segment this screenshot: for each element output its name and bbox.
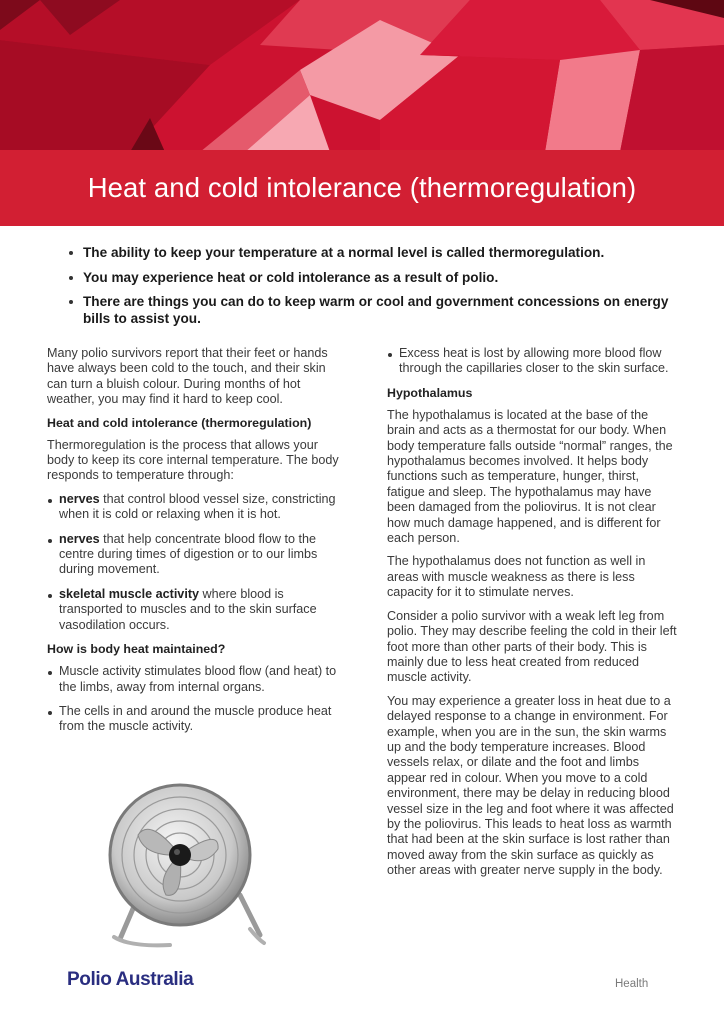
category-tag: Health (615, 978, 649, 990)
list-item (47, 492, 339, 523)
right-column (387, 346, 679, 887)
heat-loss-paragraph: You may experience a greater loss in heat due to a delayed response to a change in environment. For example, when you are in the sun, the skin warms up and the body temperature increases. Blood vessels relax, or dilate and the foot and limbs appear red in colour. When you move to a cold environment, there may be delay in reducing blood vessel size in the leg and foot where it was affected by the poliovirus. This leads to heat loss as warmth that had been at the skin surface is lost rather than moved away from the skin surface as quickly as other areas with greater nerve supply in the body. (387, 693, 674, 878)
list-item (47, 532, 339, 578)
hypothalamus-paragraph-2: The hypothalamus does not function as well in areas with muscle weakness as there is less capacity for it to stimulate nerves. (387, 554, 646, 600)
polio-australia-logo: Polio Australia (67, 969, 194, 990)
section-heading-hypothalamus: Hypothalamus (387, 385, 473, 400)
hypothalamus-paragraph-1: The hypothalamus is located at the base of the brain and acts as a thermostat for our body. When body temperature falls outside “normal” ranges, the hypothalamus becomes involved. It helps body functions such as temperature, hunger, thirst, fatigue and sleep. The hypothalamus may have been damaged from the poliovirus. It is not clear how much damage happened, and is different for each person. (387, 407, 673, 546)
heat-list (47, 664, 339, 735)
heat-loss-list (387, 346, 679, 377)
fan-illustration (100, 777, 278, 955)
banner-graphic (0, 0, 724, 152)
term: skeletal muscle activity (59, 586, 200, 601)
page-title: Heat and cold intolerance (thermoregulation) (87, 172, 637, 203)
term-description: that help concentrate blood flow to the centre during times of digestion or to our limbs during movement. (59, 531, 318, 577)
key-point: You may experience heat or cold intolerance as a result of polio. (66, 269, 676, 286)
header-banner (0, 0, 724, 152)
list-item: Excess heat is lost by allowing more blood flow through the capillaries closer to the skin surface. (387, 346, 679, 377)
term: nerves (59, 531, 100, 546)
intro-paragraph: Many polio survivors report that their feet or hands have always been cold to the touch, and their skin can turn a bluish colour. During months of hot weather, you may find it hard to keep cool. (47, 346, 328, 407)
left-column (47, 346, 339, 744)
title-bar (0, 150, 724, 226)
section-heading-body-heat: How is body heat maintained? (47, 642, 226, 657)
list-item: The cells in and around the muscle produce heat from the muscle activity. (47, 704, 339, 735)
key-point: The ability to keep your temperature at a normal level is called thermoregulation. (66, 244, 676, 261)
example-paragraph: Consider a polio survivor with a weak left leg from polio. They may describe feeling the cold in their left foot more than other parts of their body. This is mainly due to less heat created from reduced muscle activity. (387, 608, 677, 685)
list-item: Muscle activity stimulates blood flow (and heat) to the limbs, away from internal organs. (47, 664, 339, 695)
responses-list (47, 492, 339, 633)
term: nerves (59, 491, 100, 506)
section-heading-thermoregulation: Heat and cold intolerance (thermoregulation) (47, 415, 312, 430)
thermoregulation-paragraph: Thermoregulation is the process that allows your body to keep its core internal temperature. The body responds to temperature through: (47, 437, 339, 483)
key-point: There are things you can do to keep warm or cool and government concessions on energy bills to assist you. (66, 293, 676, 327)
term-description: that control blood vessel size, constricting when it is cold or relaxing when it is hot. (59, 491, 336, 522)
list-item (47, 587, 339, 633)
term-description: where blood is transported to muscles and to the skin surface vasodilation occurs. (59, 586, 317, 632)
key-points-list (66, 244, 676, 335)
